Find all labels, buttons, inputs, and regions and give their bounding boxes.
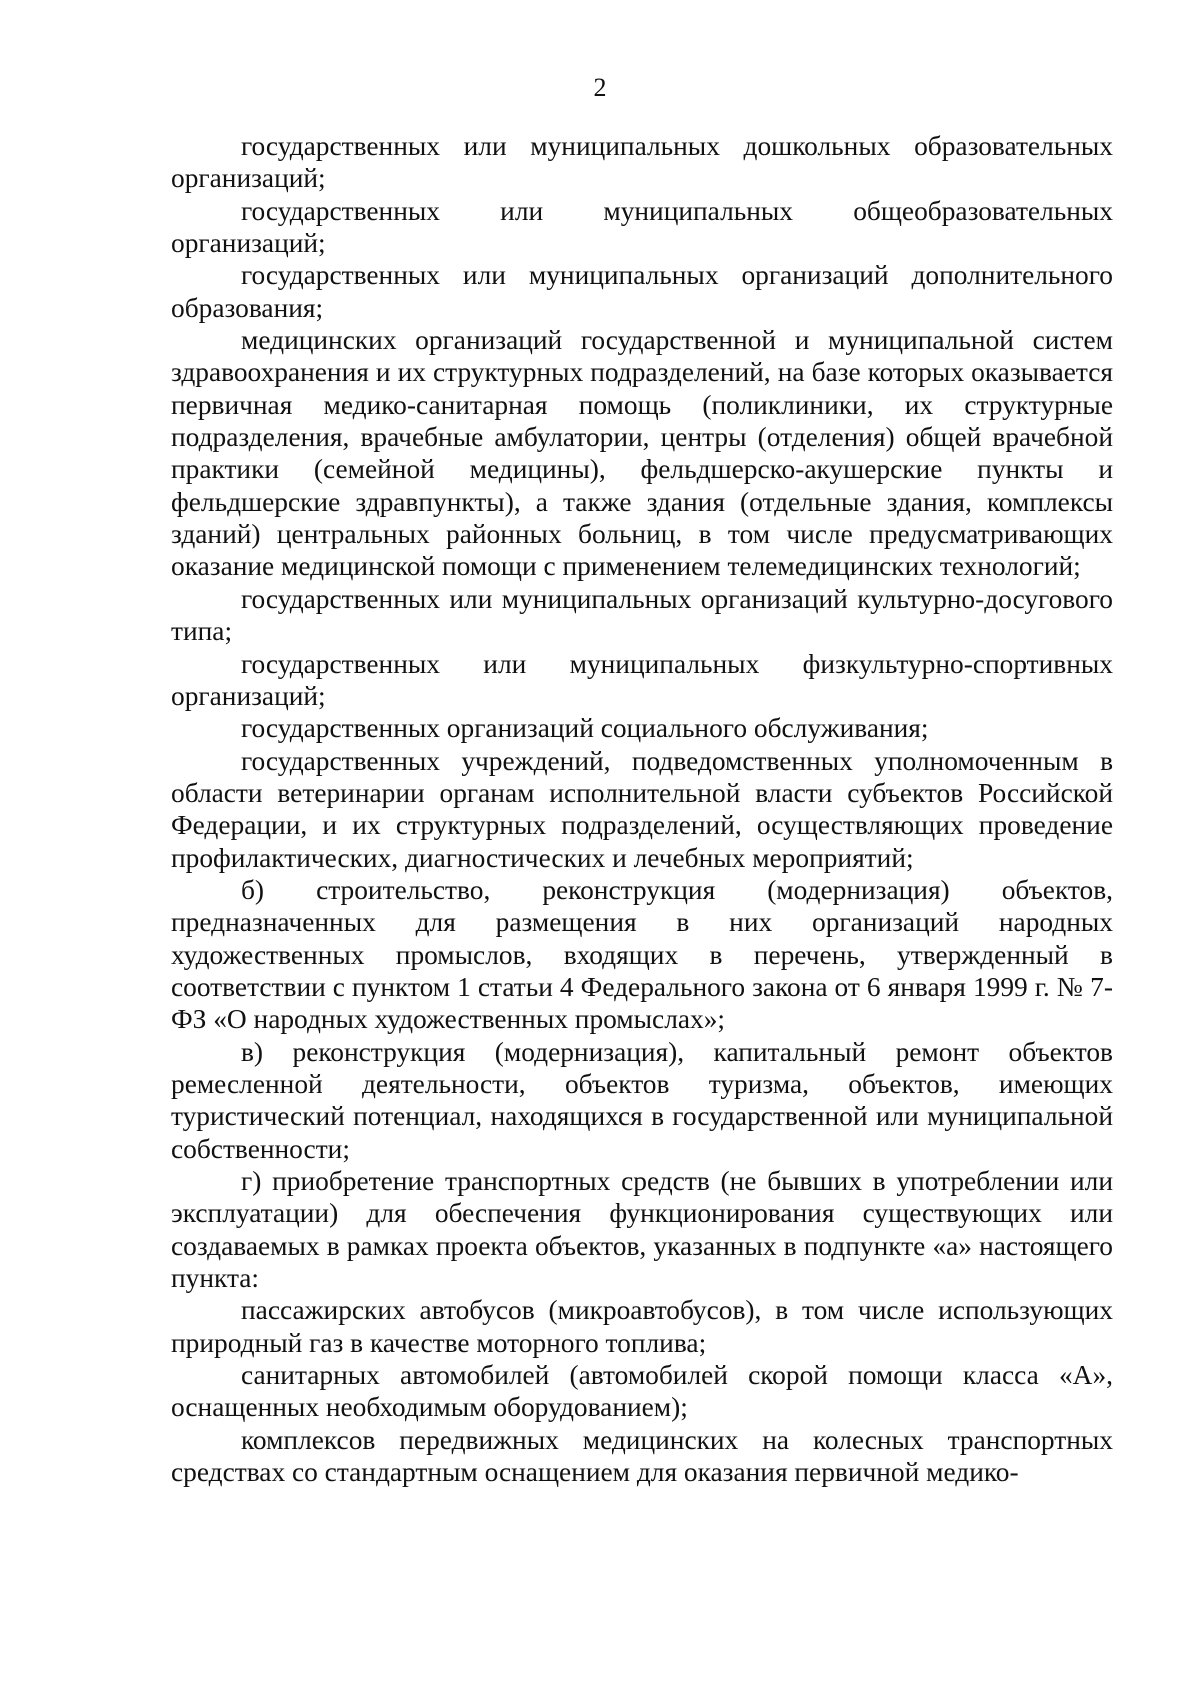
paragraph-mobile-medical-complexes: комплексов передвижных медицинских на колесных транспортных средствах со стандартным оснащением для оказания первичной медико-	[171, 1424, 1113, 1488]
paragraph-social-service-organizations: государственных организаций социального обслуживания;	[241, 713, 929, 744]
paragraph-item-v: в) реконструкция (модернизация), капитальный ремонт объектов ремесленной деятельности, объектов туризма, объектов, имеющих туристический потенциал, находящихся в государственной или муниципальной собственности;	[171, 1036, 1113, 1164]
paragraph-general-education-organizations: государственных или муниципальных общеобразовательных организаций;	[171, 195, 1113, 259]
paragraph-item-b: б) строительство, реконструкция (модернизация) объектов, предназначенных для размещения в них организаций народных художественных промыслов, входящих в перечень, утвержденный в соответствии с пунктом 1 статьи 4 Федерального закона от 6 января 1999 г. № 7-ФЗ «О народных художественных промыслах»;	[171, 874, 1113, 1035]
paragraph-medical-organizations: медицинских организаций государственной и муниципальной систем здравоохранения и их структурных подразделений, на базе которых оказывается первичная медико-санитарная помощь (поликлиники, их структурные подразделения, врачебные амбулатории, центры (отделения) общей врачебной практики (семейной медицины), фельдшерско-акушерские пункты и фельдшерские здравпункты), а также здания (отдельные здания, комплексы зданий) центральных районных больниц, в том числе предусматривающих оказание медицинской помощи с применением телемедицинских технологий;	[171, 325, 1113, 582]
paragraph-veterinary-institutions: государственных учреждений, подведомственных уполномоченным в области ветеринарии органам исполнительной власти субъектов Российской Федерации, и их структурных подразделений, осуществляющих проведение профилактических, диагностических и лечебных мероприятий;	[171, 745, 1113, 873]
paragraph-cultural-organizations: государственных или муниципальных организаций культурно-досугового типа;	[171, 583, 1113, 647]
page-number: 2	[593, 73, 607, 102]
document-body	[171, 130, 1113, 1488]
paragraph-preschool-organizations: государственных или муниципальных дошкольных образовательных организаций;	[171, 131, 1113, 194]
paragraph-item-g: г) приобретение транспортных средств (не бывших в употреблении или эксплуатации) для обеспечения функционирования существующих или создаваемых в рамках проекта объектов, указанных в подпункте «а» настоящего пункта:	[171, 1166, 1113, 1294]
paragraph-additional-education-organizations: государственных или муниципальных организаций дополнительного образования;	[171, 260, 1113, 323]
paragraph-ambulance-vehicles: санитарных автомобилей (автомобилей скорой помощи класса «А», оснащенных необходимым оборудованием);	[171, 1360, 1113, 1423]
paragraph-passenger-buses: пассажирских автобусов (микроавтобусов), в том числе использующих природный газ в качестве моторного топлива;	[171, 1295, 1113, 1358]
paragraph-sports-organizations: государственных или муниципальных физкультурно-спортивных организаций;	[171, 648, 1113, 711]
